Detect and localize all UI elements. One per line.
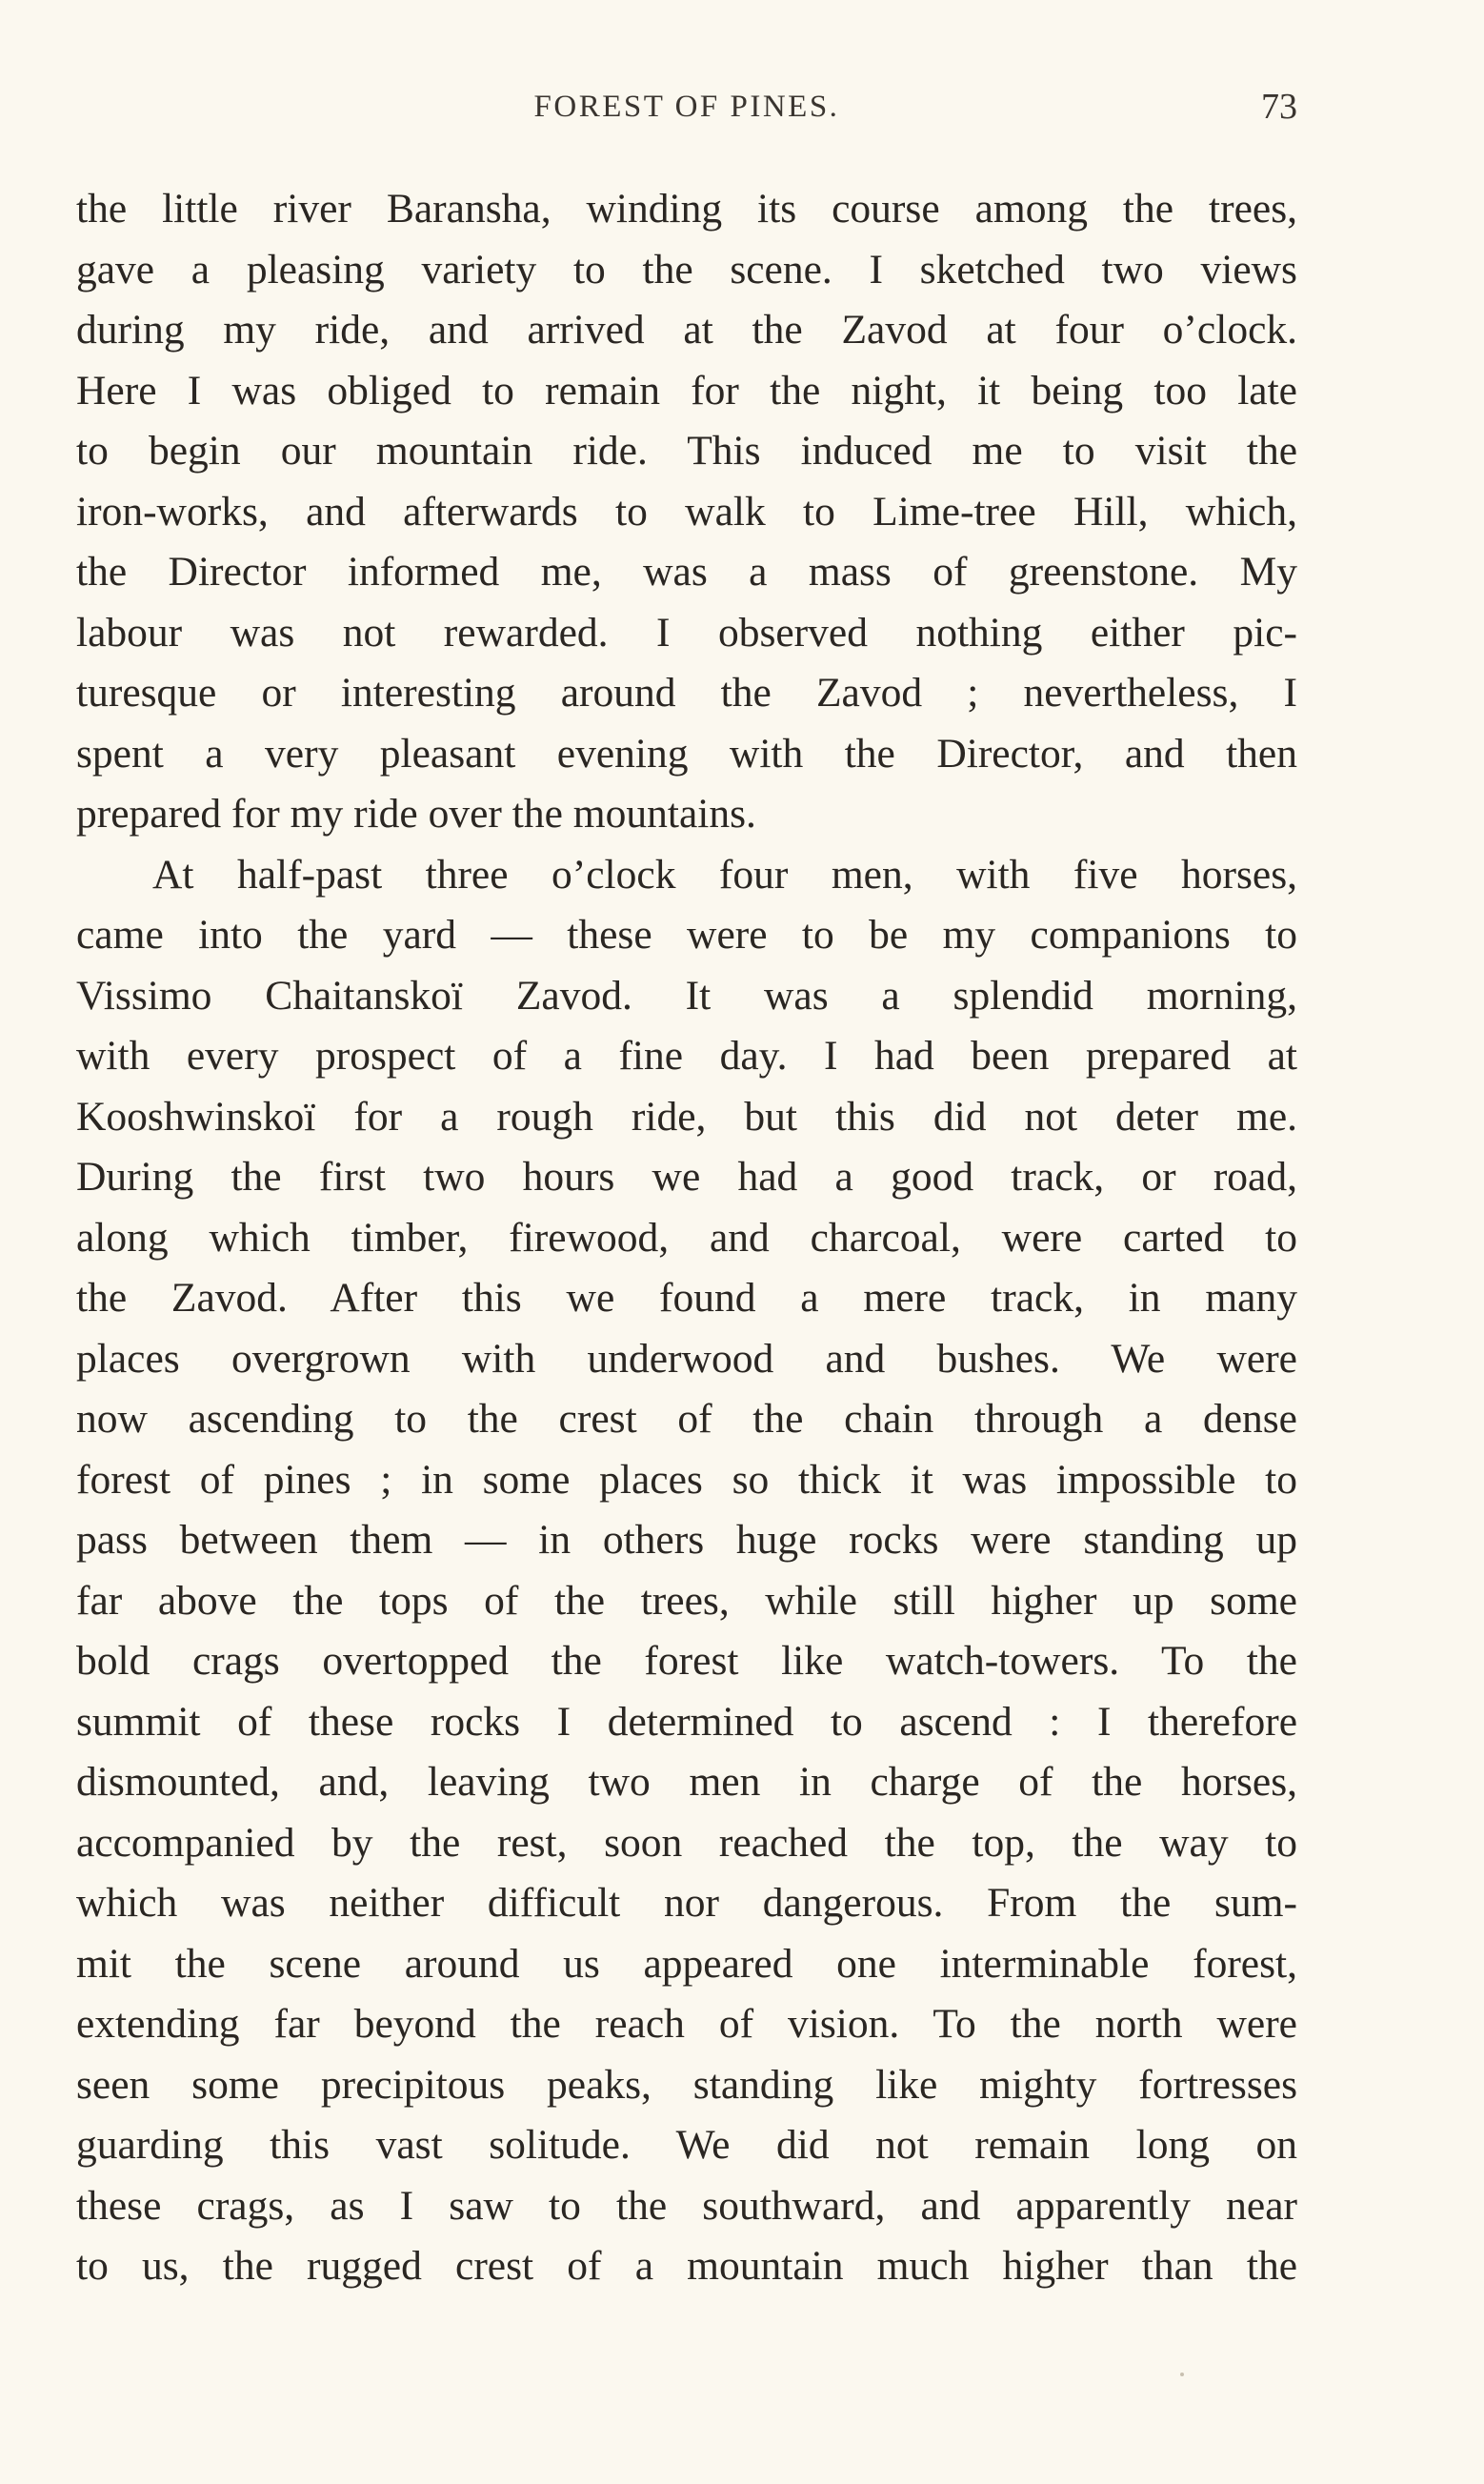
text-line-paragraph-end: prepared for my ride over the mountains. [76,791,756,837]
text-line: places overgrown with underwood and bushes. We were [76,1335,1297,1382]
text-line: mit the scene around us appeared one interminable forest, [76,1940,1297,1987]
text-line: the Zavod. After this we found a mere track, in many [76,1275,1297,1321]
text-line: dismounted, and, leaving two men in charge of the horses, [76,1759,1297,1805]
text-line: these crags, as I saw to the southward, and apparently near [76,2182,1297,2229]
running-head [76,88,1297,135]
text-line: summit of these rocks I determined to ascend : I therefore [76,1698,1297,1745]
text-line: bold crags overtopped the forest like watch-towers. To the [76,1638,1297,1684]
text-line: far above the tops of the trees, while still higher up some [76,1577,1297,1624]
text-line: turesque or interesting around the Zavod ; nevertheless, I [76,670,1297,716]
text-line: which was neither difficult nor dangerous. From the sum- [76,1880,1297,1926]
text-line: iron-works, and afterwards to walk to Lime-tree Hill, which, [76,488,1297,535]
text-line: during my ride, and arrived at the Zavod at four o’clock. [76,307,1297,353]
text-line: seen some precipitous peaks, standing like mighty fortresses [76,2061,1297,2108]
text-line: During the first two hours we had a good track, or road, [76,1154,1297,1200]
text-line: pass between them — in others huge rocks were standing up [76,1517,1297,1563]
body-text [76,179,1297,2297]
text-line: accompanied by the rest, soon reached the top, the way to [76,1819,1297,1866]
text-line: spent a very pleasant evening with the Director, and then [76,730,1297,777]
text-line: labour was not rewarded. I observed nothing either pic- [76,609,1297,656]
page-number: 73 [1261,87,1297,127]
text-line: to begin our mountain ride. This induced me to visit the [76,428,1297,474]
text-line: to us, the rugged crest of a mountain much higher than the [76,2243,1297,2289]
text-line: came into the yard — these were to be my companions to [76,912,1297,958]
text-line: Vissimo Chaitanskoï Zavod. It was a splendid morning, [76,972,1297,1019]
running-title: FOREST OF PINES. [533,90,840,124]
text-line-paragraph-start: At half-past three o’clock four men, with five horses, [152,851,1297,898]
text-line: Kooshwinskoï for a rough ride, but this did not deter me. [76,1093,1297,1140]
text-line: Here I was obliged to remain for the night, it being too late [76,367,1297,414]
paper-speck [1180,2373,1184,2376]
text-line: along which timber, firewood, and charcoal, were carted to [76,1214,1297,1261]
text-line: the Director informed me, was a mass of greenstone. My [76,549,1297,595]
text-line: guarding this vast solitude. We did not remain long on [76,2122,1297,2168]
text-line: forest of pines ; in some places so thick it was impossible to [76,1456,1297,1503]
text-line: extending far beyond the reach of vision. To the north were [76,2001,1297,2047]
text-line: with every prospect of a fine day. I had been prepared at [76,1033,1297,1079]
text-line: the little river Baransha, winding its course among the trees, [76,186,1297,232]
text-line: now ascending to the crest of the chain through a dense [76,1396,1297,1442]
text-line: gave a pleasing variety to the scene. I sketched two views [76,246,1297,293]
